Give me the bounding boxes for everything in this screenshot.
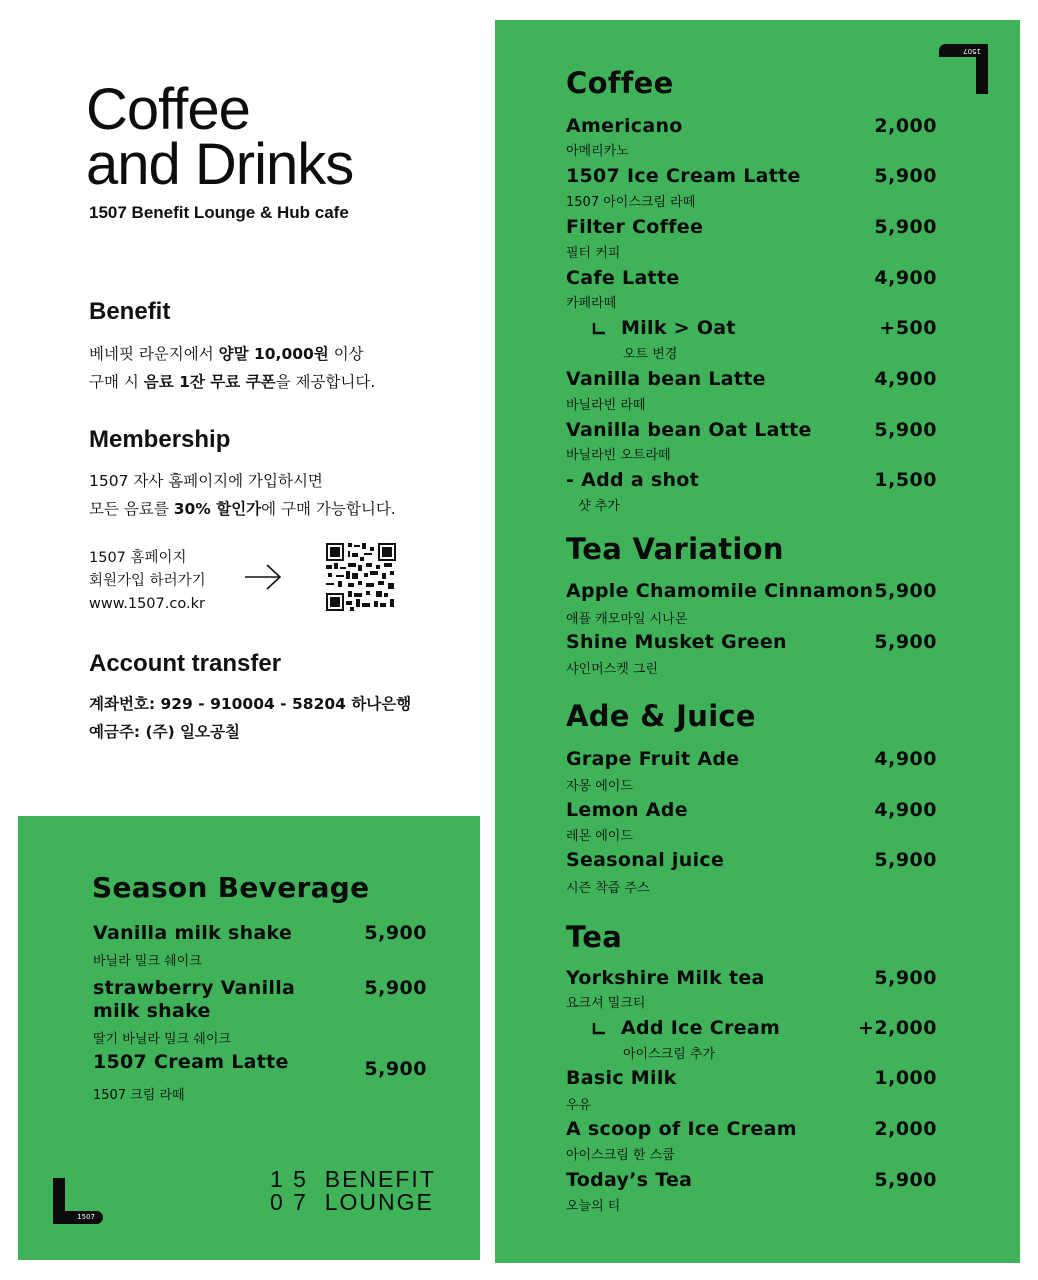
menu-item-name: Grape Fruit Ade: [566, 748, 740, 770]
menu-item-kr: 아이스크림 추가: [623, 1047, 716, 1062]
benefit-text: 베네핏 라운지에서 양말 10,000원 이상 구매 시 음료 1잔 무료 쿠폰을 제공합니다.: [89, 345, 376, 391]
menu-item-name: Shine Musket Green: [566, 631, 787, 653]
account-heading: Account transfer: [89, 650, 282, 677]
menu-item-kr: 아메리카노: [566, 144, 629, 159]
page-title: [86, 77, 354, 197]
menu-item-price: 4,900: [874, 748, 937, 770]
menu-item-price: 4,900: [874, 267, 937, 289]
signup-line-1: 1507 홈페이지: [89, 550, 187, 566]
season-item-price: 5,900: [364, 977, 427, 999]
menu-item-kr: 자몽 에이드: [566, 779, 633, 794]
season-title: Season Beverage: [92, 871, 370, 904]
subtitle: 1507 Benefit Lounge & Hub cafe: [89, 203, 349, 222]
season-item-kr: 바닐라 밀크 쉐이크: [93, 954, 202, 969]
menu-item-price: 5,900: [874, 419, 937, 441]
membership-heading: Membership: [89, 426, 231, 453]
menu-item-name: Vanilla bean Oat Latte: [566, 419, 812, 441]
menu-item-kr: 샷 추가: [578, 499, 620, 514]
account-number: 계좌번호: 929 - 910004 - 58204 하나은행: [89, 695, 412, 713]
membership-text: 1507 자사 홈페이지에 가입하시면 모든 음료를 30% 할인가에 구매 가능합니다.: [89, 472, 396, 518]
signup-url[interactable]: www.1507.co.kr: [89, 596, 205, 612]
menu-item-price: 5,900: [874, 1169, 937, 1191]
menu-item-kr: 시즌 착즙 주스: [566, 881, 650, 896]
sub-option-icon: [592, 323, 606, 335]
account-info: [89, 690, 411, 746]
menu-item-price: 5,900: [874, 165, 937, 187]
season-item-price: 5,900: [364, 1058, 427, 1080]
menu-item-name: Filter Coffee: [566, 216, 704, 238]
benefit-heading: Benefit: [89, 298, 171, 325]
menu-item-kr: 바닐라빈 라떼: [566, 398, 646, 413]
menu-item-price: 2,000: [874, 1118, 937, 1140]
menu-item-name: Seasonal juice: [566, 849, 725, 871]
signup-link[interactable]: [89, 547, 206, 616]
menu-item-price: +2,000: [857, 1017, 937, 1039]
season-item-name: strawberry Vanilla: [93, 977, 296, 999]
account-holder: 예금주: (주) 일오공칠: [89, 723, 240, 741]
menu-item-price: 5,900: [874, 580, 937, 602]
menu-item-kr: 카페라떼: [566, 296, 617, 311]
menu-item-price: 5,900: [874, 631, 937, 653]
menu-item-kr: 오트 변경: [623, 347, 678, 362]
menu-item-kr: 필터 커피: [566, 246, 621, 261]
title-line-2: and Drinks: [86, 132, 354, 197]
menu-item-kr: 오늘의 티: [566, 1199, 621, 1214]
season-item-name: milk shake: [93, 1000, 211, 1022]
menu-item-kr: 요크셔 밀크티: [566, 996, 646, 1011]
menu-item-name: - Add a shot: [566, 469, 700, 491]
menu-item-name: Basic Milk: [566, 1067, 677, 1089]
menu-item-price: 1,500: [874, 469, 937, 491]
menu-item-name: 1507 Ice Cream Latte: [566, 165, 801, 187]
menu-item-price: 1,000: [874, 1067, 937, 1089]
menu-item-name: Americano: [566, 115, 683, 137]
brand-wordmark: 1 5 BENEFIT 0 7 LOUNGE: [270, 1166, 436, 1215]
menu-item-kr: 바닐라빈 오트라떼: [566, 448, 671, 463]
menu-item-name: Yorkshire Milk tea: [566, 967, 765, 989]
tea-variation-title: Tea Variation: [566, 532, 784, 566]
tea-title: Tea: [566, 920, 623, 954]
coffee-title: Coffee: [566, 66, 674, 100]
menu-item-price: 4,900: [874, 799, 937, 821]
season-item-kr: 1507 크림 라떼: [93, 1088, 185, 1103]
menu-item-name: Add Ice Cream: [621, 1017, 781, 1039]
menu-item-name: Lemon Ade: [566, 799, 688, 821]
menu-item-kr: 레몬 에이드: [566, 829, 633, 844]
menu-item-price: 2,000: [874, 115, 937, 137]
menu-item-price: 4,900: [874, 368, 937, 390]
menu-item-price: 5,900: [874, 216, 937, 238]
season-item-price: 5,900: [364, 922, 427, 944]
season-item-kr: 딸기 바닐라 밀크 쉐이크: [93, 1032, 231, 1047]
menu-item-kr: 아이스크림 한 스쿱: [566, 1148, 675, 1163]
menu-item-price: 5,900: [874, 967, 937, 989]
signup-line-2: 회원가입 하러가기: [89, 573, 206, 589]
menu-item-kr: 샤인머스켓 그린: [566, 662, 659, 677]
sub-option-icon: [592, 1023, 606, 1035]
menu-item-price: 5,900: [874, 849, 937, 871]
menu-item-name: Cafe Latte: [566, 267, 680, 289]
brand-logo: 1507: [53, 1178, 103, 1226]
menu-item-kr: 1507 아이스크림 라떼: [566, 195, 696, 210]
menu-item-name: Apple Chamomile Cinnamon: [566, 580, 874, 602]
ade-title: Ade & Juice: [566, 699, 756, 733]
menu-item-kr: 우유: [566, 1098, 592, 1113]
menu-item-name: Vanilla bean Latte: [566, 368, 766, 390]
menu-item-name: A scoop of Ice Cream: [566, 1118, 797, 1140]
menu-item-kr: 애플 캐모마일 시나몬: [566, 612, 688, 627]
menu-item-name: Today’s Tea: [566, 1169, 693, 1191]
brand-logo: 1507: [939, 44, 988, 94]
season-item-name: Vanilla milk shake: [93, 922, 293, 944]
arrow-right-icon: [243, 562, 283, 592]
menu-item-name: Milk > Oat: [621, 317, 736, 339]
season-item-name: 1507 Cream Latte: [93, 1051, 289, 1073]
qr-code-icon[interactable]: [326, 543, 396, 611]
menu-item-price: +500: [879, 317, 937, 339]
title-line-1: Coffee: [86, 77, 250, 142]
